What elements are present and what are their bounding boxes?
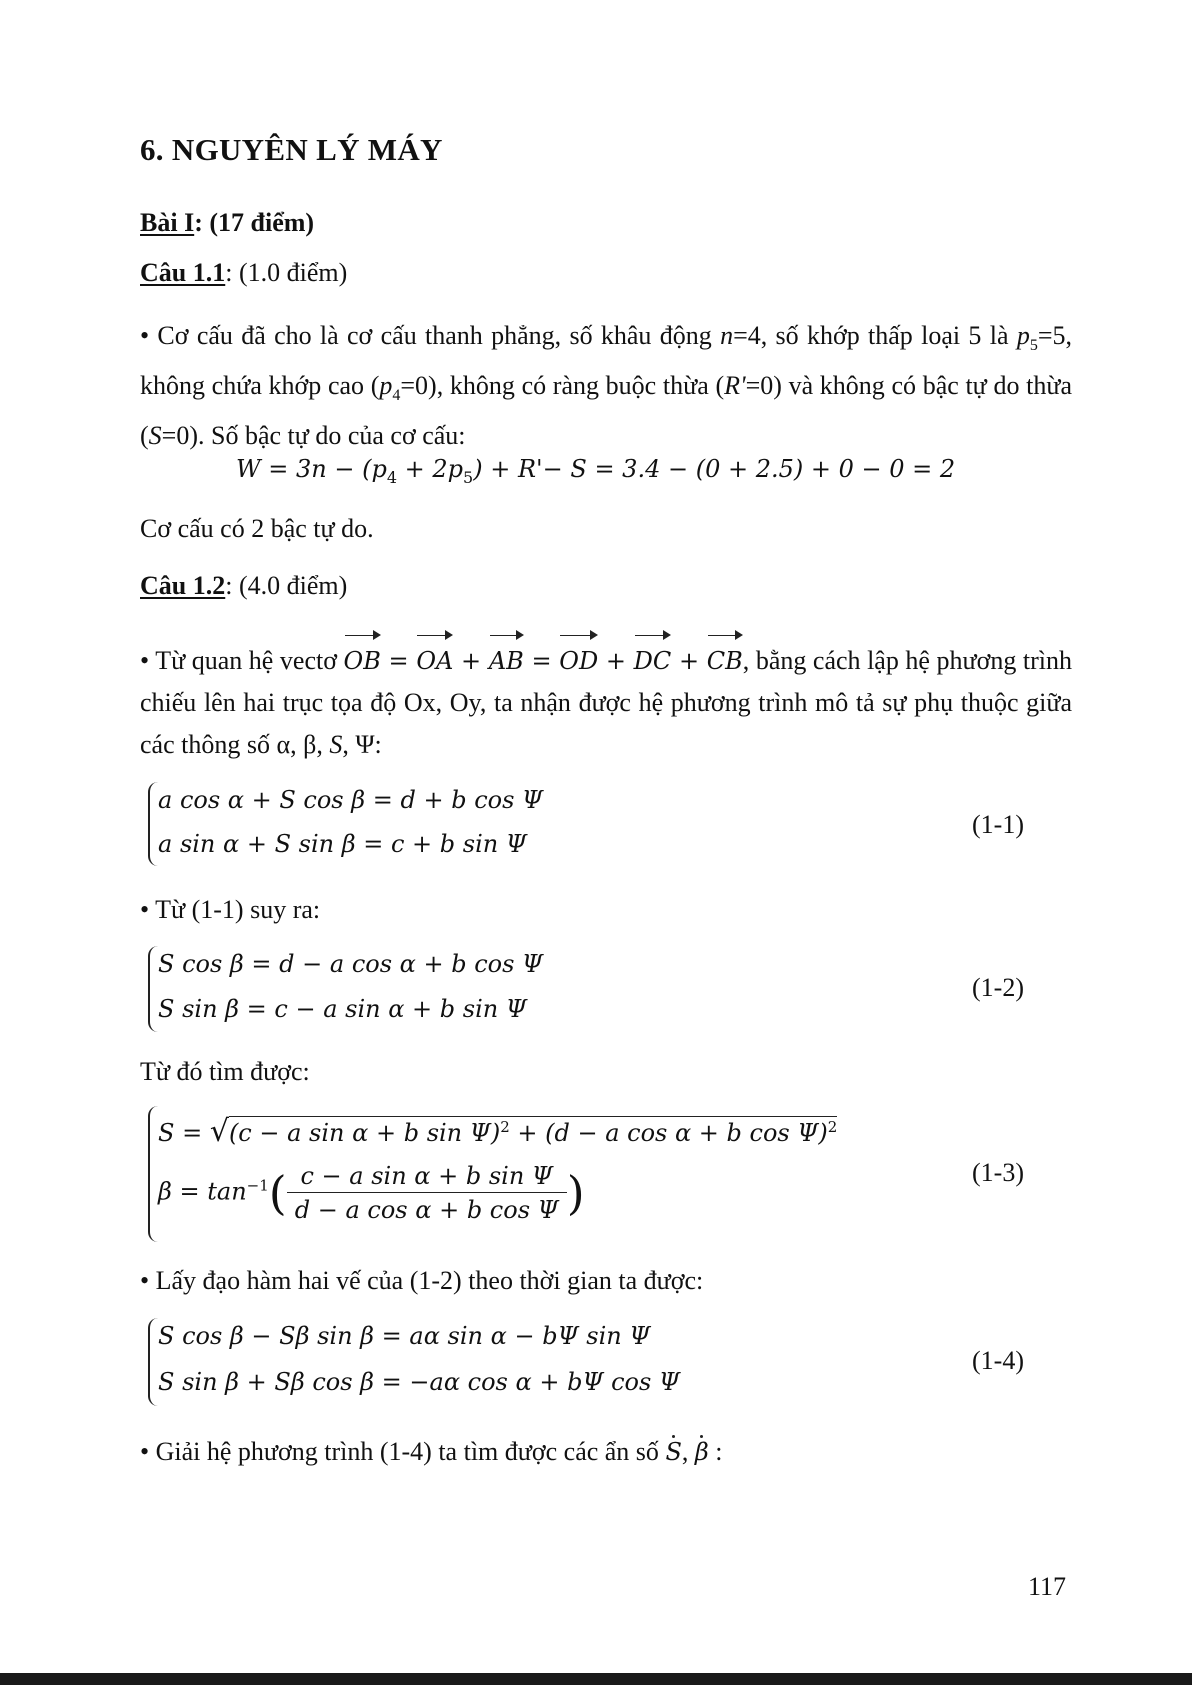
vector-equation: OB = OA + AB = OD + DC + CB [344, 647, 743, 675]
eq-1-4-line-2: S sin β + Sβ cos β = −aα cos α + bΨ cos Ψ [158, 1368, 680, 1396]
eq-1-4-line-1: S cos β − Sβ sin β = aα sin α − bΨ sin Ψ [158, 1322, 651, 1350]
text-run: Từ quan hệ vectơ [155, 646, 344, 675]
var-s-dot: S [665, 1438, 682, 1466]
bottom-edge-bar [0, 1673, 1192, 1685]
vector-ab: AB [489, 640, 524, 682]
result-text: Cơ cấu có 2 bậc tự do. [140, 514, 374, 543]
eq-1-2-line-2: S sin β = c − a sin α + b sin Ψ [158, 995, 527, 1023]
text-run: =4, số khớp thấp loại 5 là [733, 321, 1017, 350]
sub-4: 4 [392, 387, 401, 405]
text-run: : [708, 1437, 723, 1466]
text-run: =0). Số bậc tự do của cơ cấu: [161, 421, 466, 451]
from-find-text: Từ đó tìm được: [140, 1057, 310, 1086]
eq-run: W = 3n − (p [236, 455, 387, 483]
vector-ob: OB [344, 640, 381, 682]
paragraph-vector-relation [140, 640, 1072, 766]
var-p4: p [379, 371, 393, 401]
question-1-1-heading [140, 258, 347, 288]
sub-5: 5 [1029, 337, 1038, 355]
text-run: Cơ cấu đã cho là cơ cấu thanh phẳng, số khâu động [157, 321, 721, 350]
var-beta-dot: β [694, 1438, 709, 1466]
problem-heading [140, 208, 314, 238]
eq-sub: 5 [463, 467, 474, 487]
page-number: 117 [1028, 1572, 1067, 1601]
eq-run: S = [158, 1119, 210, 1147]
eq-run: (c − a sin α + b sin Ψ) [228, 1119, 501, 1147]
question-1-2-heading [140, 571, 347, 601]
fraction-denominator: d − a cos α + b cos Ψ [294, 1196, 559, 1224]
problem-points: : (17 điểm) [194, 208, 315, 237]
var-p5: p [1016, 321, 1030, 350]
eq-1-2-line-1: S cos β = d − a cos α + b cos Ψ [158, 950, 544, 978]
vector-cb: CB [707, 640, 743, 682]
paren-right: ) [566, 1166, 585, 1220]
eq-run: β = tan [158, 1177, 247, 1206]
eq-sup: 2 [500, 1118, 510, 1136]
derivative-text: • Lấy đạo hàm hai vế của (1-2) theo thời gian ta được: [140, 1266, 703, 1296]
section-title: 6. NGUYÊN LÝ MÁY [140, 132, 443, 167]
text-run: Giải hệ phương trình (1-4) ta tìm được các ẩn số [155, 1437, 666, 1466]
eq-1-2-tag: (1-2) [972, 973, 1024, 1002]
question-1-2-points: : (4.0 điểm) [225, 571, 348, 600]
paren-left: ( [268, 1166, 287, 1220]
eq-run: ) + R'− S = 3.4 − (0 + 2.5) + 0 − 0 = 2 [473, 455, 956, 483]
vector-od: OD [559, 640, 598, 682]
vector-dc: DC [634, 640, 672, 682]
var-n: n [720, 321, 734, 350]
fraction-numerator: c − a sin α + b sin Ψ [287, 1162, 567, 1193]
text-run: , [681, 1437, 695, 1466]
text-run: =0), không có ràng buộc thừa ( [400, 371, 725, 401]
paragraph-mechanism-description [140, 316, 1072, 456]
eq-sub: 4 [386, 467, 398, 487]
sqrt-sign: √ [209, 1114, 229, 1149]
eq-1-1-line-1: a cos α + S cos β = d + b cos Ψ [158, 786, 544, 814]
eq-1-3-s [158, 1114, 837, 1149]
vector-oa: OA [416, 640, 453, 682]
from-1-1-text: • Từ (1-1) suy ra: [140, 895, 320, 925]
var-r-prime: R' [724, 371, 746, 401]
eq-sup: 2 [827, 1118, 838, 1136]
eq-1-4-tag: (1-4) [972, 1346, 1024, 1375]
text-run: , Ψ: [342, 730, 382, 759]
fraction [287, 1162, 567, 1224]
question-1-2-label: Câu 1.2 [140, 571, 226, 600]
eq-1-3-beta [158, 1162, 585, 1224]
equation-degree-of-freedom [236, 455, 955, 487]
sqrt-radicand [229, 1116, 837, 1147]
question-1-1-label: Câu 1.1 [140, 258, 226, 287]
var-s: S [148, 421, 162, 451]
eq-run: + 2p [397, 455, 464, 483]
solve-text [140, 1437, 723, 1467]
text-run: =0) và không có bậc tự do thừa ( [140, 371, 1072, 451]
eq-1-3-tag: (1-3) [972, 1158, 1024, 1187]
eq-1-1-tag: (1-1) [972, 810, 1024, 839]
text-run: =5, không chứa khớp cao ( [140, 321, 1072, 401]
text-run: , bằng cách lập hệ phương trình chiếu lên hai trục tọa độ Ox, Oy, ta nhận được hệ phương trình mô tả sự phụ thuộc giữa các thông số α, β, [140, 646, 1072, 759]
eq-1-1-line-2: a sin α + S sin β = c + b sin Ψ [158, 830, 527, 858]
problem-label: Bài I [140, 208, 195, 237]
eq-run: + (d − a cos α + b cos Ψ) [509, 1119, 828, 1147]
eq-sup: −1 [246, 1176, 269, 1195]
question-1-1-points: : (1.0 điểm) [225, 258, 348, 287]
var-s: S [329, 730, 343, 759]
